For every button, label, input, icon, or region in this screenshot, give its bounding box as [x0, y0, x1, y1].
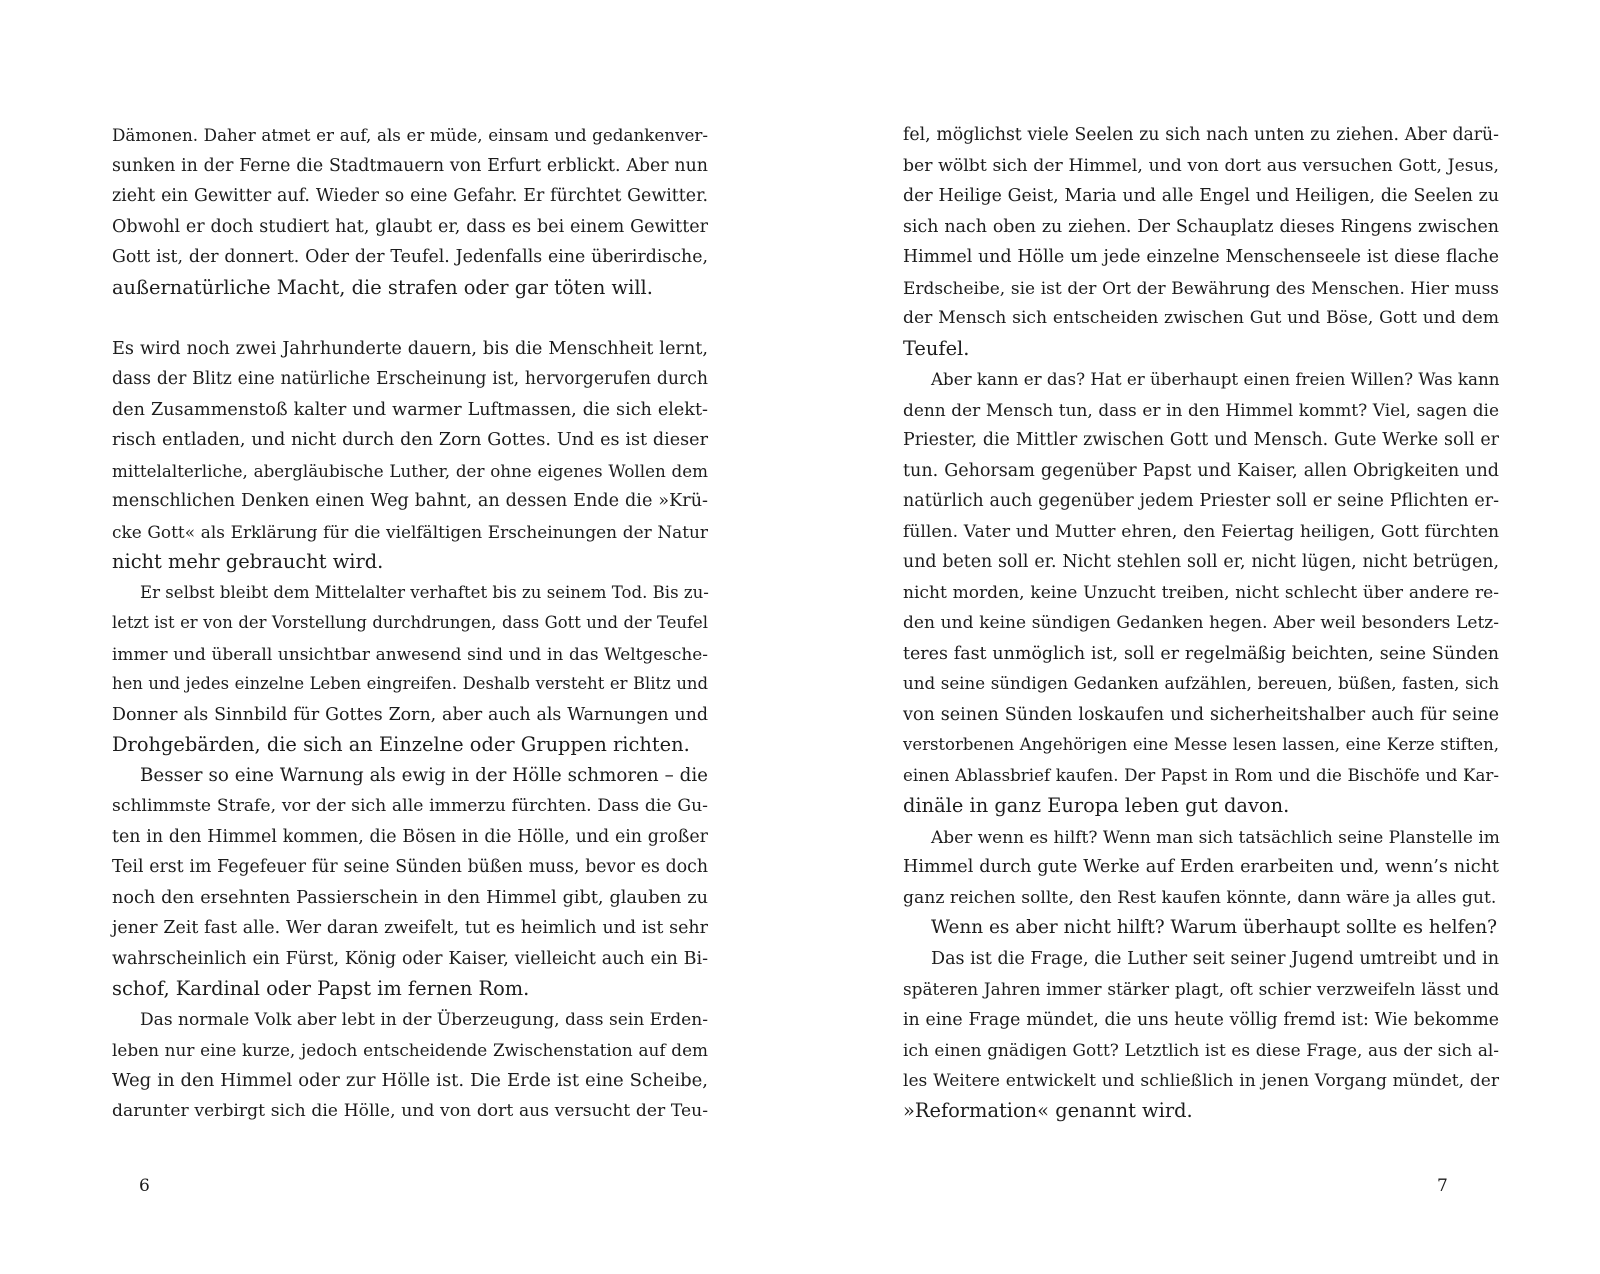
- text-line: hen und jedes einzelne Leben eingreifen. Deshalb versteht er Blitz und: [112, 674, 708, 693]
- paragraph: [903, 944, 1499, 1127]
- text-line: füllen. Vater und Mutter ehren, den Feiertag heiligen, Gott fürchten: [903, 521, 1499, 542]
- paragraph: [112, 578, 708, 761]
- text-line: immer und überall unsichtbar anwesend sind und in das Weltgesche-: [112, 643, 708, 664]
- text-line: les Weitere entwickelt und schließlich in jenen Vorgang mündet, der: [903, 1070, 1499, 1091]
- text-line: schof, Kardinal oder Papst im fernen Rom.: [112, 977, 530, 1000]
- text-line: Aber kann er das? Hat er überhaupt einen freien Willen? Was kann: [931, 369, 1500, 389]
- text-line: noch den ersehnten Passierschein in den Himmel gibt, glauben zu: [112, 887, 708, 908]
- text-line: dass der Blitz eine natürliche Erscheinung ist, hervorgerufen durch: [112, 369, 708, 389]
- left-page-number: 6: [139, 1176, 150, 1196]
- text-line: in eine Frage mündet, die uns heute völlig fremd ist: Wie bekomme: [903, 1009, 1499, 1030]
- text-line: ten in den Himmel kommen, die Bösen in die Hölle, und ein großer: [112, 826, 708, 847]
- text-line: Gott ist, der donnert. Oder der Teufel. Jedenfalls eine überirdische,: [112, 247, 708, 267]
- text-line: außernatürliche Macht, die strafen oder gar töten will.: [112, 275, 653, 299]
- text-line: den und keine sündigen Gedanken hegen. Aber weil besonders Letz-: [903, 613, 1499, 633]
- paragraph: [112, 120, 708, 303]
- text-line: den Zusammenstoß kalter und warmer Luftmassen, die sich elekt-: [112, 399, 708, 420]
- text-line: Teufel.: [903, 336, 970, 360]
- text-line: Priester, die Mittler zwischen Gott und Mensch. Gute Werke soll er: [903, 430, 1499, 450]
- text-line: nicht mehr gebraucht wird.: [112, 550, 384, 573]
- text-line: Besser so eine Warnung als ewig in der Hölle schmoren – die: [140, 764, 708, 786]
- text-line: menschlichen Denken einen Weg bahnt, an dessen Ende die »Krü-: [112, 491, 708, 511]
- text-line: nicht morden, keine Unzucht treiben, nicht schlecht über andere re-: [903, 582, 1499, 603]
- text-line: denn der Mensch tun, dass er in den Himmel kommt? Viel, sagen die: [903, 399, 1499, 420]
- paragraph: [903, 364, 1499, 822]
- text-line: dinäle in ganz Europa leben gut davon.: [903, 794, 1290, 817]
- text-line: der Mensch sich entscheiden zwischen Gut und Böse, Gott und dem: [903, 308, 1499, 328]
- text-line: teres fast unmöglich ist, soll er regelmäßig beichten, seine Sünden: [903, 643, 1499, 664]
- right-page-number: 7: [1437, 1176, 1448, 1196]
- paragraph: [903, 913, 1499, 944]
- text-line: Wenn es aber nicht hilft? Warum überhaupt sollte es helfen?: [931, 917, 1498, 938]
- text-line: Weg in den Himmel oder zur Hölle ist. Die Erde ist eine Scheibe,: [112, 1069, 708, 1091]
- text-line: Teil erst im Fegefeuer für seine Sünden büßen muss, bevor es doch: [112, 857, 708, 877]
- text-line: Erdscheibe, sie ist der Ort der Bewährung des Menschen. Hier muss: [903, 277, 1499, 298]
- text-line: Aber wenn es hilft? Wenn man sich tatsächlich seine Planstelle im: [931, 826, 1500, 847]
- text-line: Das normale Volk aber lebt in der Überzeugung, dass sein Erden-: [140, 1009, 708, 1030]
- text-line: Drohgebärden, die sich an Einzelne oder Gruppen richten.: [112, 733, 690, 756]
- text-line: natürlich auch gegenüber jedem Priester soll er seine Pflichten er-: [903, 491, 1499, 511]
- text-line: Himmel und Hölle um jede einzelne Menschenseele ist diese flache: [903, 247, 1499, 267]
- text-line: Donner als Sinnbild für Gottes Zorn, aber auch als Warnungen und: [112, 704, 708, 725]
- text-line: ich einen gnädigen Gott? Letztlich ist es diese Frage, aus der sich al-: [903, 1040, 1499, 1060]
- text-line: wahrscheinlich ein Fürst, König oder Kaiser, vielleicht auch ein Bi-: [112, 948, 708, 969]
- paragraph: [903, 822, 1499, 914]
- text-line: Dämonen. Daher atmet er auf, als er müde, einsam und gedankenver-: [112, 125, 708, 145]
- text-line: Es wird noch zwei Jahrhunderte dauern, bis die Menschheit lernt,: [112, 338, 708, 359]
- text-line: »Reformation« genannt wird.: [903, 1099, 1193, 1122]
- paragraph: [112, 761, 708, 1005]
- text-line: fel, möglichst viele Seelen zu sich nach unten zu ziehen. Aber darü-: [903, 125, 1499, 145]
- text-line: tun. Gehorsam gegenüber Papst und Kaiser, allen Obrigkeiten und: [903, 460, 1499, 481]
- text-line: sich nach oben zu ziehen. Der Schauplatz dieses Ringens zwischen: [903, 216, 1499, 237]
- text-line: leben nur eine kurze, jedoch entscheidende Zwischenstation auf dem: [112, 1040, 708, 1060]
- text-line: und beten soll er. Nicht stehlen soll er, nicht lügen, nicht betrügen,: [903, 552, 1499, 572]
- left-page-text-column: [112, 120, 708, 1127]
- paragraph: [903, 120, 1499, 364]
- text-line: sunken in der Ferne die Stadtmauern von Erfurt erblickt. Aber nun: [112, 155, 708, 176]
- text-line: Himmel durch gute Werke auf Erden erarbeiten und, wenn’s nicht: [903, 857, 1499, 877]
- text-line: einen Ablassbrief kaufen. Der Papst in Rom und die Bischöfe und Kar-: [903, 765, 1499, 785]
- text-line: Er selbst bleibt dem Mittelalter verhaftet bis zu seinem Tod. Bis zu-: [140, 582, 709, 602]
- text-line: Obwohl er doch studiert hat, glaubt er, dass es bei einem Gewitter: [112, 216, 708, 237]
- text-line: jener Zeit fast alle. Wer daran zweifelt, tut es heimlich und ist sehr: [112, 918, 708, 938]
- paragraph: [112, 1005, 708, 1127]
- paragraph: [112, 334, 708, 578]
- text-line: cke Gott« als Erklärung für die vielfältigen Erscheinungen der Natur: [112, 521, 708, 542]
- text-line: ber wölbt sich der Himmel, und von dort aus versuchen Gott, Jesus,: [903, 155, 1499, 176]
- text-line: der Heilige Geist, Maria und alle Engel und Heiligen, die Seelen zu: [903, 186, 1499, 206]
- text-line: risch entladen, und nicht durch den Zorn Gottes. Und es ist dieser: [112, 430, 708, 450]
- text-line: schlimmste Strafe, vor der sich alle immerzu fürchten. Dass die Gu-: [112, 796, 708, 816]
- text-line: Das ist die Frage, die Luther seit seiner Jugend umtreibt und in: [931, 948, 1499, 969]
- text-line: späteren Jahren immer stärker plagt, oft schier verzweifeln lässt und: [903, 979, 1499, 999]
- text-line: ganz reichen sollte, den Rest kaufen könnte, dann wäre ja alles gut.: [903, 887, 1497, 908]
- text-line: letzt ist er von der Vorstellung durchdrungen, dass Gott und der Teufel: [112, 613, 708, 632]
- text-line: und seine sündigen Gedanken aufzählen, bereuen, büßen, fasten, sich: [903, 674, 1499, 693]
- right-page-text-column: [903, 120, 1499, 1127]
- text-line: darunter verbirgt sich die Hölle, und von dort aus versucht der Teu-: [112, 1101, 708, 1121]
- text-line: verstorbenen Angehörigen eine Messe lesen lassen, eine Kerze stiften,: [903, 735, 1499, 754]
- text-line: mittelalterliche, abergläubische Luther, der ohne eigenes Wollen dem: [112, 460, 708, 481]
- right-page: [800, 0, 1600, 1274]
- text-line: zieht ein Gewitter auf. Wieder so eine Gefahr. Er fürchtet Gewitter.: [112, 186, 708, 206]
- text-line: von seinen Sünden loskaufen und sicherheitshalber auch für seine: [903, 704, 1499, 725]
